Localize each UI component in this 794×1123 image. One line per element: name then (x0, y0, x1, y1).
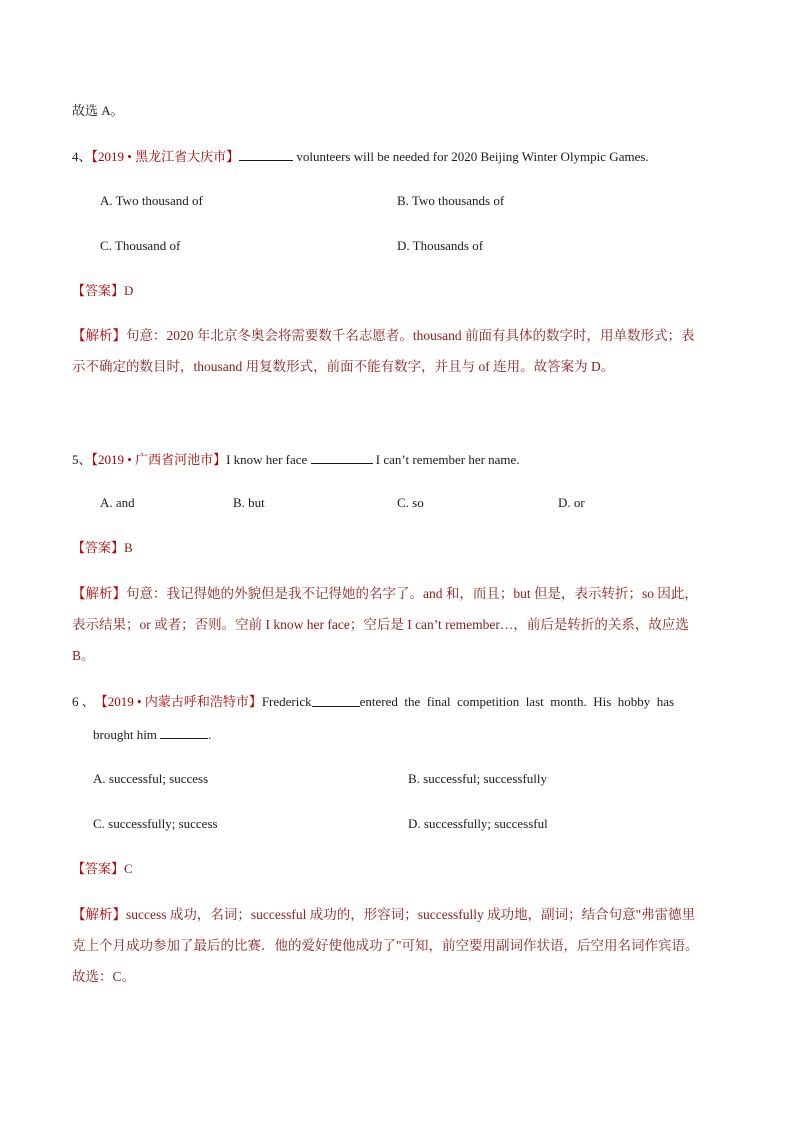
q6-blank-2 (160, 726, 208, 739)
q6-blank-1 (312, 694, 360, 707)
q6-answer-tag: 【答案】 (72, 861, 125, 876)
q6-answer (72, 861, 133, 877)
q4-option-c[interactable]: C. Thousand of (100, 238, 181, 253)
q6-stem-b: entered the final competition last month. His hobby has (359, 694, 675, 709)
q5-answer-value: B (124, 540, 133, 555)
q6-stem (72, 694, 722, 710)
q6-analysis-line-3: 故选：C。 (72, 969, 136, 984)
q5-number: 5、 (72, 452, 92, 467)
q6-analysis-line-1: success 成功，名词；successful 成功的，形容词；successfully 成功地，副词；结合句意"弗雷德里 (126, 907, 696, 922)
q6-source: 【2019 • 内蒙古呼和浩特市】 (94, 694, 262, 709)
q5-analysis-tag: 【解析】 (72, 586, 126, 601)
q6-stem-a: Frederick (261, 694, 312, 709)
q6-option-b[interactable]: B. successful; successfully (408, 771, 548, 786)
q5-blank (311, 451, 373, 464)
q6-option-d[interactable]: D. successfully; successful (408, 816, 548, 831)
q5-analysis-line-2: 表示结果；or 或者；否则。空前 I know her face；空后是 I can’t remember…，前后是转折的关系，故应选 (72, 617, 689, 632)
q4-answer (72, 283, 133, 299)
q4-option-a[interactable]: A. Two thousand of (100, 193, 203, 208)
q5-stem-a: I know her face (226, 452, 311, 467)
q5-analysis-line-3: B。 (72, 648, 95, 663)
q6-answer-value: C (124, 861, 133, 876)
q5-analysis (72, 578, 724, 671)
q5-stem-b: I can’t remember her name. (372, 452, 520, 467)
q6-stem-d: . (208, 727, 212, 742)
q5-answer-tag: 【答案】 (72, 540, 125, 555)
q4-answer-value: D (124, 283, 134, 298)
q4-answer-tag: 【答案】 (72, 283, 125, 298)
q5-answer (72, 540, 133, 556)
q6-stem-c: brought him (93, 727, 161, 742)
q4-blank (239, 148, 293, 161)
q4-stem-text: volunteers will be needed for 2020 Beijing Winter Olympic Games. (293, 149, 649, 164)
q6-stem-line-2 (93, 726, 211, 743)
q6-option-c[interactable]: C. successfully; success (93, 816, 218, 831)
q6-analysis-tag: 【解析】 (72, 907, 126, 922)
q4-source: 【2019 • 黑龙江省大庆市】 (91, 149, 240, 164)
top-note: 故选 A。 (72, 103, 124, 118)
q4-analysis (72, 320, 724, 382)
q6-analysis-line-2: 克上个月成功参加了最后的比赛．他的爱好使他成功了"可知，前空要用副词作状语，后空用名词作宾语。 (72, 938, 699, 953)
q5-stem (72, 451, 520, 468)
q4-option-b[interactable]: B. Two thousands of (397, 193, 505, 208)
q4-number: 4、 (72, 149, 92, 164)
q4-option-d[interactable]: D. Thousands of (397, 238, 484, 253)
q6-analysis (72, 899, 724, 992)
q5-option-b[interactable]: B. but (233, 495, 265, 510)
q5-option-d[interactable]: D. or (558, 495, 585, 510)
q4-stem (72, 148, 649, 165)
q4-analysis-tag: 【解析】 (72, 328, 126, 343)
q5-option-c[interactable]: C. so (397, 495, 424, 510)
q4-analysis-line-1: 句意：2020 年北京冬奥会将需要数千名志愿者。thousand 前面有具体的数字时，用单数形式；表 (126, 328, 695, 343)
q5-analysis-line-1: 句意：我记得她的外貌但是我不记得她的名字了。and 和，而且；but 但是，表示转折；so 因此， (126, 586, 698, 601)
q6-option-a[interactable]: A. successful; success (93, 771, 209, 786)
q5-source: 【2019 • 广西省河池市】 (91, 452, 227, 467)
q6-number: 6 、 (72, 694, 95, 709)
q5-option-a[interactable]: A. and (100, 495, 135, 510)
q4-analysis-line-2: 示不确定的数目时，thousand 用复数形式，前面不能有数字，并且与 of 连用。故答案为 D。 (72, 359, 615, 374)
